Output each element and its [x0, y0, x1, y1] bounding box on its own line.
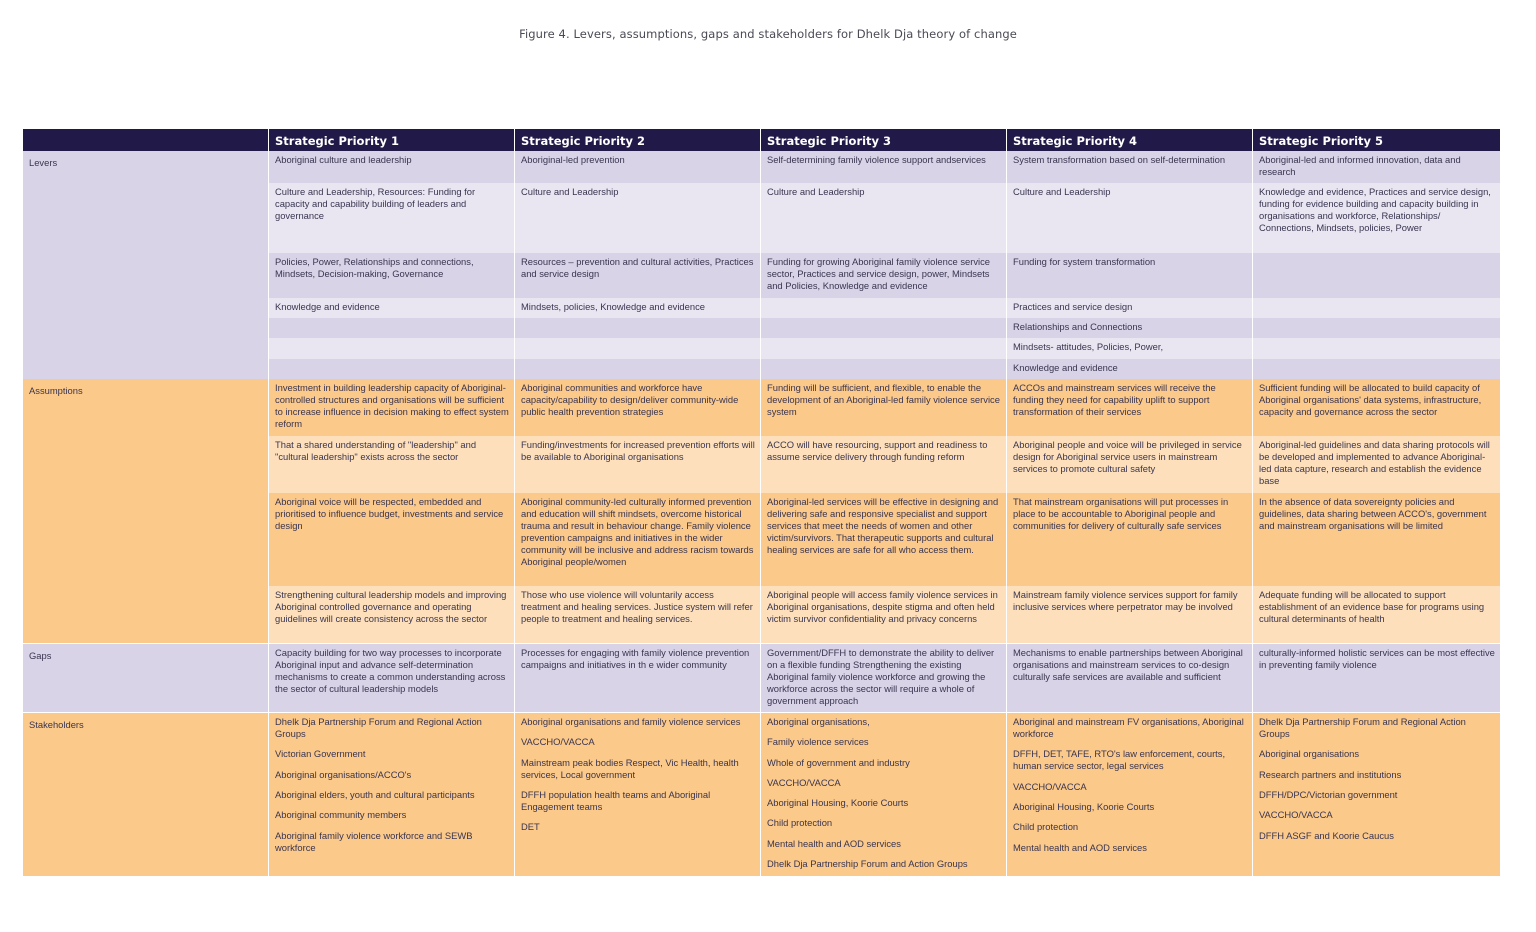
list-item: Aboriginal organisations,: [767, 716, 870, 727]
assumption-cell: That a shared understanding of "leadership" and "cultural leadership" exists across the sector: [268, 436, 514, 493]
gap-cell: Government/DFFH to demonstrate the ability to deliver on a flexible funding Strengthening the existing Aboriginal family violence workforce and growing the workforce across the sector will require a whole of government approach: [760, 643, 1006, 712]
gap-cell: Mechanisms to enable partnerships between Aboriginal organisations and mainstream services to co-design culturally safe services are available and sufficient: [1006, 643, 1252, 712]
lever-cell: Aboriginal culture and leadership: [268, 151, 514, 183]
list-item: Aboriginal organisations: [1259, 748, 1360, 760]
list-item: VACCHO/VACCA: [1013, 780, 1087, 792]
assumption-cell: Mainstream family violence services support for family inclusive services where perpetrator may be involved: [1006, 586, 1252, 643]
lever-cell: [760, 359, 1006, 379]
lever-cell: [1252, 359, 1500, 379]
assumption-cell: Aboriginal-led services will be effective in designing and delivering safe and responsive specialist and support services that meet the needs of women and other victim/survivors. That therapeutic supports and cultural healing services are safe for all who access them.: [760, 493, 1006, 586]
lever-cell: Knowledge and evidence, Practices and service design, funding for evidence building and capacity building in organisations and workforce, Relationships/ Connections, Mindsets, policies, Power: [1252, 183, 1500, 253]
lever-cell: [1252, 253, 1500, 298]
list-item: Aboriginal and mainstream FV organisations, Aboriginal workforce: [1013, 716, 1244, 740]
list-item: Dhelk Dja Partnership Forum and Regional Action Groups: [1259, 716, 1466, 740]
list-item: Aboriginal community members: [275, 809, 407, 821]
assumption-cell: That mainstream organisations will put processes in place to be accountable to Aboriginal people and communities for delivery of culturally safe services: [1006, 493, 1252, 586]
lever-cell: Relationships and Connections: [1006, 318, 1252, 338]
lever-cell: [760, 338, 1006, 359]
list-item: Dhelk Dja Partnership Forum and Action Groups: [767, 857, 968, 869]
lever-cell: [268, 359, 514, 379]
lever-cell: System transformation based on self-determination: [1006, 151, 1252, 183]
list-item: Family violence services: [767, 736, 869, 748]
gap-cell: Processes for engaging with family violence prevention campaigns and initiatives in th e wider community: [514, 643, 760, 712]
lever-cell: Culture and Leadership: [514, 183, 760, 253]
lever-cell: Knowledge and evidence: [1006, 359, 1252, 379]
lever-cell: Policies, Power, Relationships and connections, Mindsets, Decision-making, Governance: [268, 253, 514, 298]
lever-cell: [760, 298, 1006, 318]
stakeholders-label: Stakeholders: [23, 712, 268, 876]
list-item: Child protection: [1013, 821, 1079, 833]
assumptions-label: Assumptions: [23, 379, 268, 643]
list-item: Aboriginal family violence workforce and SEWB workforce: [275, 829, 473, 853]
lever-cell: [514, 338, 760, 359]
list-item: DFFH ASGF and Koorie Caucus: [1259, 829, 1394, 841]
lever-cell: Resources – prevention and cultural activities, Practices and service design: [514, 253, 760, 298]
lever-cell: [760, 318, 1006, 338]
assumption-cell: Funding/investments for increased prevention efforts will be available to Aboriginal organisations: [514, 436, 760, 493]
assumption-cell: Investment in building leadership capacity of Aboriginal-controlled structures and organisations will be sufficient to increase influence in decision making to effect system reform: [268, 379, 514, 436]
assumption-cell: Aboriginal people and voice will be privileged in service design for Aboriginal service users in mainstream services to promote cultural safety: [1006, 436, 1252, 493]
list-item: VACCHO/VACCA: [1259, 809, 1333, 821]
assumption-cell: Adequate funding will be allocated to support establishment of an evidence base for programs using cultural determinants of health: [1252, 586, 1500, 643]
lever-cell: [268, 318, 514, 338]
stakeholder-list: [268, 712, 514, 876]
lever-cell: Culture and Leadership, Resources: Funding for capacity and capability building of leaders and governance: [268, 183, 514, 253]
list-item: Victorian Government: [275, 748, 366, 760]
list-item: Mainstream peak bodies Respect, Vic Health, health services, Local government: [521, 756, 739, 780]
assumption-cell: ACCO will have resourcing, support and readiness to assume service delivery through funding reform: [760, 436, 1006, 493]
header-priority-5: Strategic Priority 5: [1252, 129, 1500, 151]
list-item: VACCHO/VACCA: [767, 776, 841, 788]
assumption-cell: Funding will be sufficient, and flexible, to enable the development of an Aboriginal-led family violence service system: [760, 379, 1006, 436]
lever-cell: Aboriginal-led and informed innovation, data and research: [1252, 151, 1500, 183]
header-priority-4: Strategic Priority 4: [1006, 129, 1252, 151]
list-item: Aboriginal organisations/ACCO's: [275, 768, 412, 780]
lever-cell: Culture and Leadership: [1006, 183, 1252, 253]
list-item: Aboriginal elders, youth and cultural participants: [275, 788, 475, 800]
figure-caption: Figure 4. Levers, assumptions, gaps and stakeholders for Dhelk Dja theory of change: [519, 27, 1017, 41]
list-item: Whole of government and industry: [767, 756, 910, 768]
stakeholder-list: [1006, 712, 1252, 876]
lever-cell: [514, 359, 760, 379]
assumption-cell: Aboriginal communities and workforce have capacity/capability to design/deliver community-wide public health prevention strategies: [514, 379, 760, 436]
lever-cell: [1252, 298, 1500, 318]
assumption-cell: Aboriginal community-led culturally informed prevention and education will shift mindsets, overcome historical trauma and result in behaviour change. Family violence prevention campaigns and initiatives in the wider community will be inclusive and address racism towards Aboriginal people/women: [514, 493, 760, 586]
list-item: Aboriginal Housing, Koorie Courts: [767, 797, 909, 809]
assumption-cell: Aboriginal people will access family violence services in Aboriginal organisations, despite stigma and often held victim survivor confidentiality and privacy concerns: [760, 586, 1006, 643]
assumption-cell: Aboriginal-led guidelines and data sharing protocols will be developed and implemented to advance Aboriginal-led data capture, research and establish the evidence base: [1252, 436, 1500, 493]
stakeholder-list: [760, 712, 1006, 876]
header-priority-1: Strategic Priority 1: [268, 129, 514, 151]
lever-cell: [1252, 318, 1500, 338]
assumption-cell: ACCOs and mainstream services will receive the funding they need for capability uplift to support transformation of their services: [1006, 379, 1252, 436]
list-item: Dhelk Dja Partnership Forum and Regional Action Groups: [275, 716, 482, 740]
list-item: Aboriginal Housing, Koorie Courts: [1013, 801, 1155, 813]
lever-cell: Funding for system transformation: [1006, 253, 1252, 298]
gap-cell: culturally-informed holistic services can be most effective in preventing family violence: [1252, 643, 1500, 712]
lever-cell: Mindsets- attitudes, Policies, Power,: [1006, 338, 1252, 359]
assumption-cell: Aboriginal voice will be respected, embedded and prioritised to influence budget, investments and service design: [268, 493, 514, 586]
assumption-cell: Those who use violence will voluntarily access treatment and healing services. Justice system will refer people to treatment and healing services.: [514, 586, 760, 643]
gap-cell: Capacity building for two way processes to incorporate Aboriginal input and advance self-determination mechanisms to create a common understanding across the sector of cultural leadership models: [268, 643, 514, 712]
header-priority-3: Strategic Priority 3: [760, 129, 1006, 151]
list-item: DFFH, DET, TAFE, RTO's law enforcement, courts, human service sector, legal services: [1013, 748, 1226, 772]
lever-cell: Aboriginal-led prevention: [514, 151, 760, 183]
lever-cell: Mindsets, policies, Knowledge and evidence: [514, 298, 760, 318]
lever-cell: Culture and Leadership: [760, 183, 1006, 253]
lever-cell: Self-determining family violence support andservices: [760, 151, 1006, 183]
assumption-cell: Strengthening cultural leadership models and improving Aboriginal controlled governance and operating guidelines will create consistency across the sector: [268, 586, 514, 643]
list-item: Child protection: [767, 817, 833, 829]
lever-cell: Knowledge and evidence: [268, 298, 514, 318]
assumption-cell: Sufficient funding will be allocated to build capacity of Aboriginal organisations' data systems, infrastructure, capacity and governance across the sector: [1252, 379, 1500, 436]
lever-cell: Funding for growing Aboriginal family violence service sector, Practices and service design, power, Mindsets and Policies, Knowledge and evidence: [760, 253, 1006, 298]
list-item: Aboriginal organisations and family violence services: [521, 716, 741, 727]
header-empty: [23, 129, 268, 151]
gaps-label: Gaps: [23, 643, 268, 712]
levers-label: Levers: [23, 151, 268, 379]
assumption-cell: In the absence of data sovereignty policies and guidelines, data sharing between ACCO's, government and mainstream organisations will be limited: [1252, 493, 1500, 586]
list-item: DET: [521, 821, 540, 833]
list-item: DFFH population health teams and Aboriginal Engagement teams: [521, 788, 711, 813]
list-item: VACCHO/VACCA: [521, 736, 595, 748]
theory-of-change-table: [23, 129, 1500, 876]
list-item: Research partners and institutions: [1259, 768, 1402, 780]
list-item: DFFH/DPC/Victorian government: [1259, 788, 1398, 800]
lever-cell: Practices and service design: [1006, 298, 1252, 318]
stakeholder-list: [1252, 712, 1500, 876]
list-item: Mental health and AOD services: [1013, 841, 1147, 853]
stakeholder-list: [514, 712, 760, 876]
list-item: Mental health and AOD services: [767, 837, 901, 849]
lever-cell: [514, 318, 760, 338]
header-priority-2: Strategic Priority 2: [514, 129, 760, 151]
lever-cell: [1252, 338, 1500, 359]
lever-cell: [268, 338, 514, 359]
